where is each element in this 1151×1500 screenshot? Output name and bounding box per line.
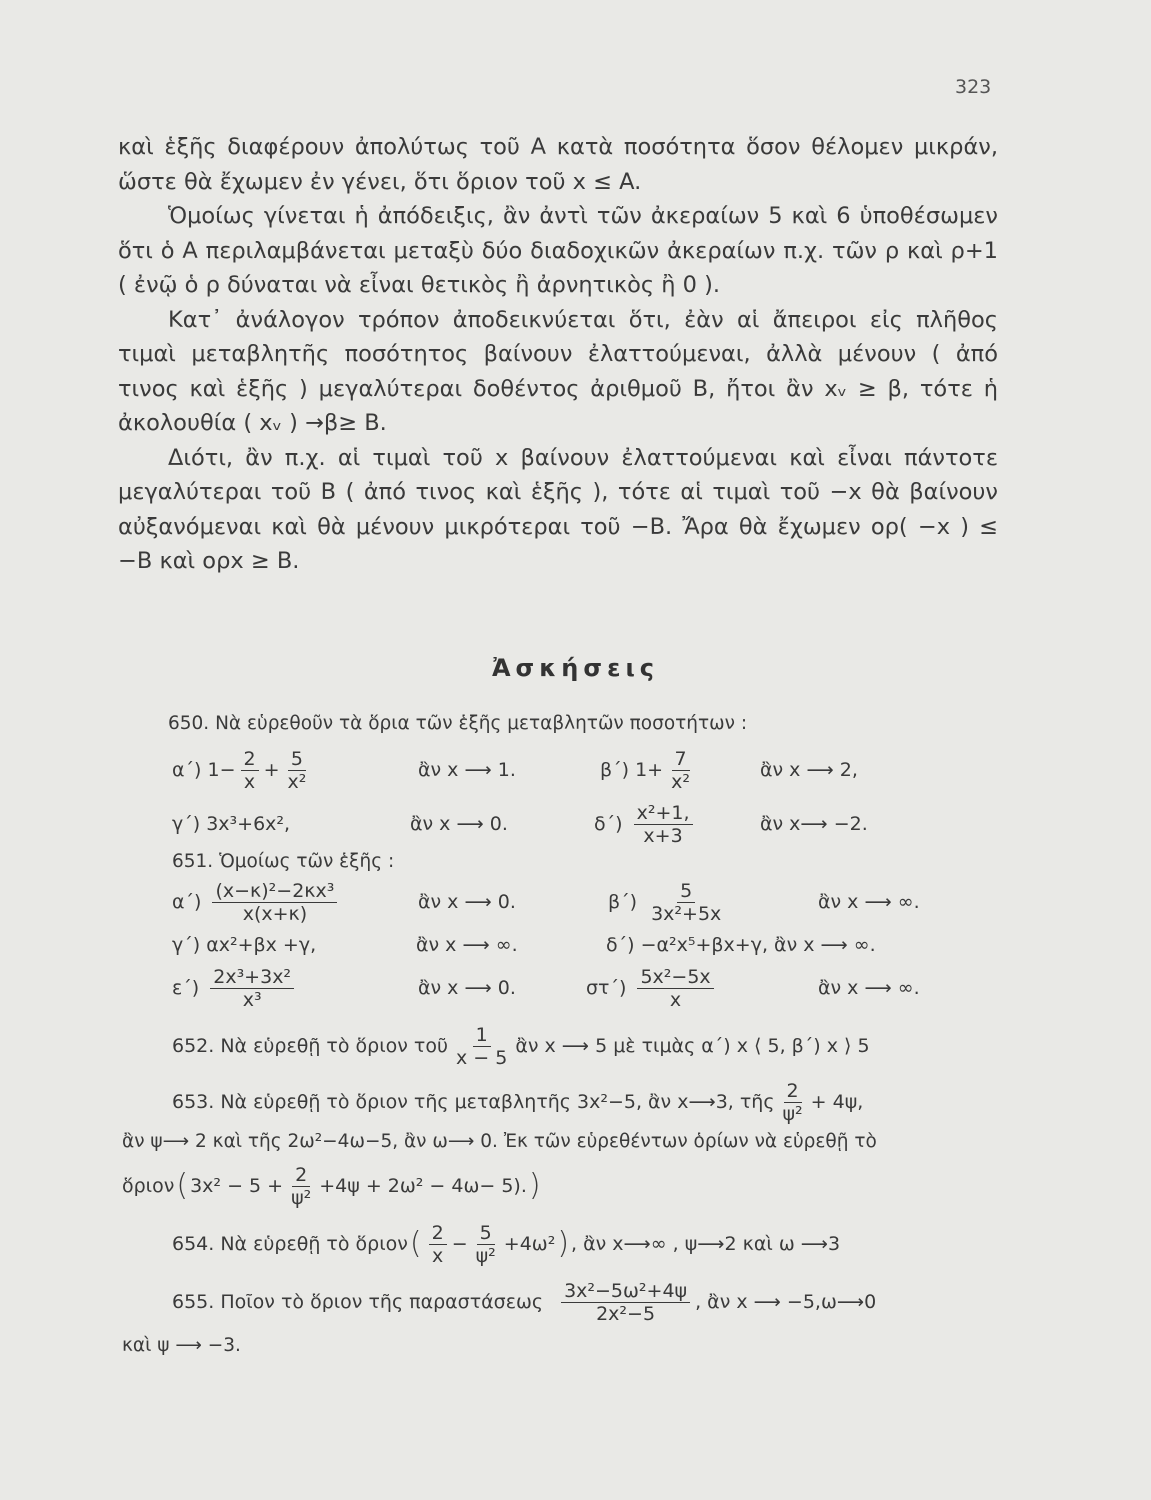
exercise-652 (0, 1018, 1151, 1078)
fraction (637, 966, 713, 1011)
label: δ΄) (594, 813, 623, 835)
ex650-c-cond: ἂν x ⟶ 0. (410, 813, 508, 835)
text: +4ω² (503, 1233, 556, 1255)
ex650-b-cond: ἂν x ⟶ 2, (760, 759, 858, 781)
label: β΄) (608, 891, 638, 913)
ex651-a-cond: ἂν x ⟶ 0. (418, 891, 516, 913)
text: 654. Νὰ εὑρεθῇ τὸ ὅριον (172, 1233, 408, 1255)
fraction (285, 748, 310, 793)
fraction (648, 880, 724, 925)
fraction (429, 1222, 447, 1267)
ex651-c (172, 930, 316, 960)
section-heading: Ἀσκήσεις (491, 654, 660, 682)
paragraph-4: Διότι, ἂν π.χ. αἱ τιμαὶ τοῦ x βαίνουν ἐλαττούμεναι καὶ εἶναι πάντοτε μεγαλύτεραι τοῦ Β ( ἀπό τινος καὶ ἑξῆς ), τότε αἱ τιμαὶ τοῦ −x θὰ βαίνουν αὐξανόμεναι καὶ θὰ μένουν μικρότεραι τοῦ −Β. Ἄρα θὰ ἔχωμεν ορ( −x ) ≤ −B καὶ ορx ≥ B. (118, 444, 998, 574)
label: στ΄) (586, 977, 627, 999)
ex651-f (586, 960, 719, 1016)
text: 655. Ποῖον τὸ ὅριον τῆς παραστάσεως (172, 1291, 544, 1313)
expr: −α²x⁵+βx+γ, ἂν x ⟶ ∞. (640, 934, 876, 956)
text: 652. Νὰ εὑρεθῇ τὸ ὅριον τοῦ (172, 1035, 448, 1057)
numerator: 2 (784, 1080, 802, 1103)
label: ε΄) (172, 977, 200, 999)
body-text (118, 130, 998, 579)
numerator: 5 (677, 880, 695, 903)
denominator: x − 5 (455, 1046, 508, 1069)
page-number: 323 (955, 76, 992, 98)
expr: αx²+βx +γ, (206, 934, 317, 956)
ex650-a-cond: ἂν x ⟶ 1. (418, 759, 516, 781)
exercise-650-row-1 (0, 740, 1151, 800)
numerator: 7 (672, 748, 690, 771)
denominator: x³ (242, 988, 262, 1011)
ex653-line-3 (122, 1158, 543, 1214)
denominator: x (432, 1244, 444, 1267)
fraction (473, 1222, 499, 1267)
ex651-e (172, 960, 299, 1016)
ex653-line-2: ἂν ψ⟶ 2 καὶ τῆς 2ω²−4ω−5, ἂν ω⟶ 0. Ἐκ τῶν εὑρεθέντων ὁρίων νὰ εὑρεθῇ τὸ (122, 1131, 877, 1152)
ex651-f-cond: ἂν x ⟶ ∞. (818, 977, 920, 999)
text: , ἂν x⟶∞ , ψ⟶2 καὶ ω ⟶3 (571, 1233, 841, 1255)
ex651-b-cond: ἂν x ⟶ ∞. (818, 891, 920, 913)
exercise-651-row-1 (0, 874, 1151, 934)
denominator: x+3 (643, 824, 683, 847)
paren: ( (409, 1226, 422, 1261)
fraction (780, 1080, 806, 1125)
numerator: 1 (473, 1024, 491, 1047)
denominator: x² (287, 770, 307, 793)
fraction (241, 748, 259, 793)
ex651-b (608, 874, 729, 930)
text: ὅριον (122, 1175, 175, 1197)
exercise-651-row-3 (0, 960, 1151, 1020)
ex652-line (172, 1018, 870, 1074)
label: δ΄) (606, 934, 635, 956)
paragraph-1: καὶ ἑξῆς διαφέρουν ἀπολύτως τοῦ Α κατὰ ποσότητα ὅσον θέλομεν μικράν, ὥστε θὰ ἔχωμεν ἐν γένει, ὅτι ὅριον τοῦ x ≤ A. (118, 134, 998, 195)
fraction (212, 880, 337, 925)
denominator: ψ² (475, 1244, 496, 1267)
ex654-line (172, 1214, 840, 1274)
numerator: 2 (241, 748, 259, 771)
exercise-655 (0, 1274, 1151, 1334)
label: α΄) (172, 891, 202, 913)
ex651-c-cond: ἂν x ⟶ ∞. (416, 934, 518, 956)
fraction (288, 1164, 314, 1209)
exercise-654 (0, 1214, 1151, 1274)
ex650-b (600, 740, 698, 800)
paren: ) (528, 1168, 541, 1203)
denominator: 3x²+5x (651, 902, 722, 925)
numerator: 2 (292, 1164, 310, 1187)
ex651-d (606, 930, 876, 960)
numerator: 5x²−5x (637, 966, 713, 989)
text: ἂν x ⟶ 5 μὲ τιμὰς α΄) x ⟨ 5, β΄) x ⟩ 5 (515, 1035, 870, 1057)
numerator: x²+1, (634, 802, 693, 825)
ex651-a (172, 874, 342, 930)
ex655-line (172, 1274, 876, 1330)
expr: 1+ (635, 759, 664, 781)
exercise-650-intro: 650. Νὰ εὑρεθοῦν τὰ ὅρια τῶν ἑξῆς μεταβλητῶν ποσοτήτων : (168, 713, 748, 734)
paren: ( (176, 1168, 189, 1203)
fraction (668, 748, 693, 793)
text: + 4ψ, (810, 1091, 864, 1113)
operator: − (451, 1233, 468, 1255)
denominator: ψ² (291, 1186, 312, 1209)
paragraph-2: Ὁμοίως γίνεται ἡ ἀπόδειξις, ἂν ἀντὶ τῶν ἀκεραίων 5 καὶ 6 ὑποθέσωμεν ὅτι ὁ Α περιλαμβάνεται μεταξὺ δύο διαδοχικῶν ἀκεραίων π.χ. τῶν ρ καὶ ρ+1 ( ἐνῷ ὁ ρ δύναται νὰ εἶναι θετικὸς ἢ ἀρνητικὸς ἢ 0 ). (118, 203, 998, 298)
denominator: x (669, 988, 682, 1011)
ex650-d (594, 796, 698, 852)
ex650-c (172, 796, 290, 852)
numerator: 5 (477, 1222, 495, 1245)
ex651-e-cond: ἂν x ⟶ 0. (418, 977, 516, 999)
numerator: (x−κ)²−2κx³ (212, 880, 337, 903)
paragraph-3: Κατ᾽ ἀνάλογον τρόπον ἀποδεικνύεται ὅτι, ἐὰν αἱ ἄπειροι εἰς πλῆθος τιμαὶ μεταβλητῆς ποσότητος βαίνουν ἐλαττούμεναι, ἀλλὰ μένουν ( ἀπό τινος καὶ ἑξῆς ) μεγαλύτεραι δοθέντος ἀριθμοῦ Β, ἤτοι ἂν xᵥ ≥ β, τότε ἡ ἀκολουθία ( xᵥ ) →β≥ B. (118, 306, 998, 436)
label: γ΄) (172, 934, 201, 956)
ex650-a (172, 740, 314, 800)
denominator: 2x²−5 (596, 1302, 656, 1325)
exercise-650-row-2 (0, 796, 1151, 856)
text: 653. Νὰ εὑρεθῇ τὸ ὅριον τῆς μεταβλητῆς 3x²−5, ἂν x⟶3, τῆς (172, 1091, 775, 1113)
text: 3x² − 5 + (190, 1175, 284, 1197)
text: , ἂν x ⟶ −5,ω⟶0 (695, 1291, 877, 1313)
text: +4ψ + 2ω² − 4ω− 5). (319, 1175, 527, 1197)
label: α΄) (172, 759, 202, 781)
expr: 3x³+6x², (206, 813, 291, 835)
exercise-653-line-3 (0, 1158, 1151, 1218)
numerator: 3x²−5ω²+4ψ (561, 1280, 690, 1303)
denominator: ψ² (782, 1102, 803, 1125)
ex653-line-1 (172, 1074, 863, 1130)
exercise-651-intro: 651. Ὁμοίως τῶν ἑξῆς : (172, 851, 395, 872)
ex650-d-cond: ἂν x⟶ −2. (760, 813, 868, 835)
paren: ) (557, 1226, 570, 1261)
operator: + (263, 759, 280, 781)
denominator: x(x+κ) (242, 902, 308, 925)
fraction (561, 1280, 690, 1325)
denominator: x (243, 770, 256, 793)
denominator: x² (671, 770, 690, 793)
label: γ΄) (172, 813, 201, 835)
numerator: 5 (288, 748, 306, 771)
fraction (453, 1024, 510, 1069)
expr: 1− (207, 759, 236, 781)
fraction (210, 966, 294, 1011)
numerator: 2x³+3x² (210, 966, 294, 989)
numerator: 2 (429, 1222, 447, 1245)
ex655-line-2: καὶ ψ ⟶ −3. (122, 1335, 241, 1356)
fraction (634, 802, 693, 847)
label: β΄) (600, 759, 630, 781)
exercise-653-line-1 (0, 1074, 1151, 1134)
